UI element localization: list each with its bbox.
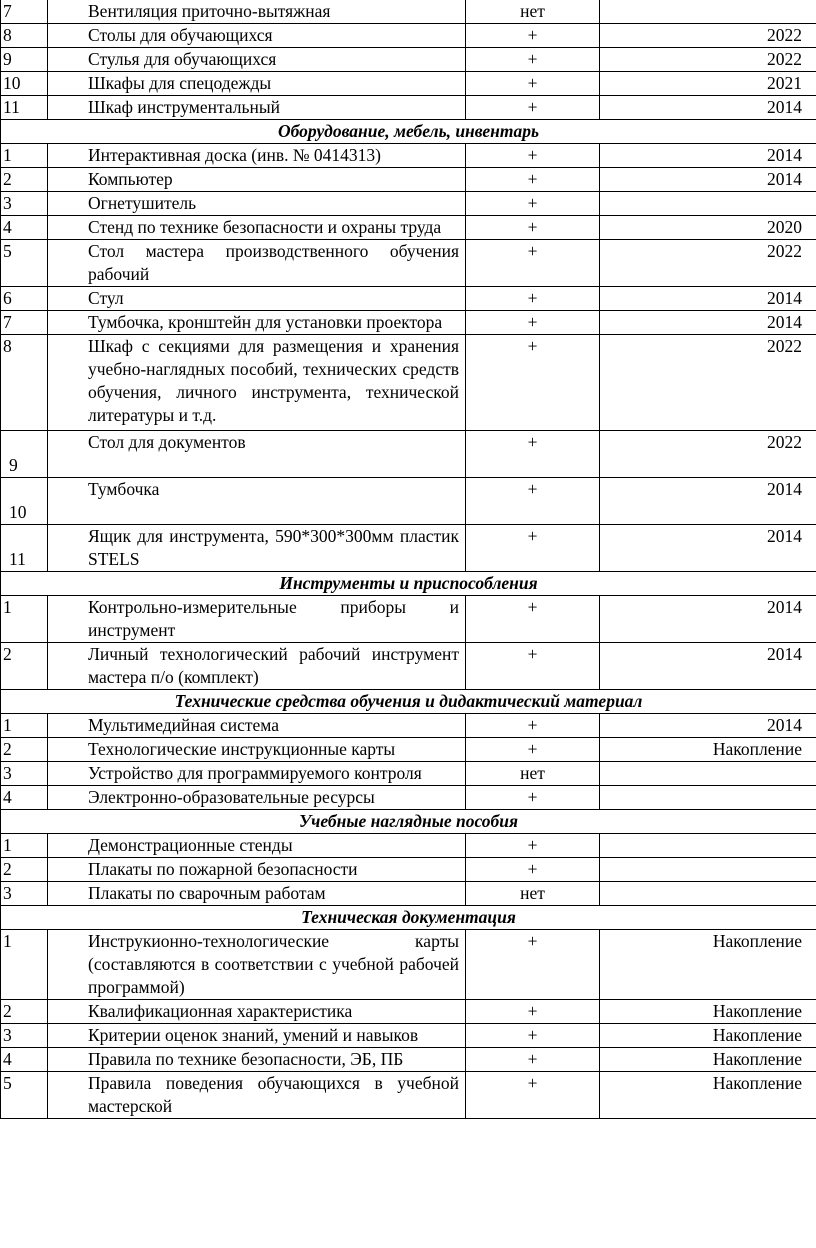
section-header xyxy=(1,690,816,714)
table-row xyxy=(1,240,816,287)
section-title: Техническая документация xyxy=(1,906,816,930)
table-row xyxy=(1,0,816,24)
row-number: 10 xyxy=(1,478,48,525)
year-value xyxy=(600,786,816,810)
year-value: Накопление xyxy=(600,1072,816,1119)
item-name: Квалификационная характеристика xyxy=(48,1000,466,1024)
year-value: 2022 xyxy=(600,431,816,478)
table-row xyxy=(1,643,816,690)
row-number: 2 xyxy=(1,643,48,690)
row-number: 7 xyxy=(1,0,48,24)
row-number: 8 xyxy=(1,335,48,431)
row-number: 10 xyxy=(1,72,48,96)
row-number: 5 xyxy=(1,1072,48,1119)
table-row xyxy=(1,714,816,738)
year-value: 2014 xyxy=(600,287,816,311)
item-name: Ящик для инструмента, 590*300*300мм пластик STELS xyxy=(48,525,466,572)
row-number: 4 xyxy=(1,216,48,240)
item-name: Правила по технике безопасности, ЭБ, ПБ xyxy=(48,1048,466,1072)
table-row xyxy=(1,858,816,882)
item-name: Вентиляция приточно-вытяжная xyxy=(48,0,466,24)
table-row xyxy=(1,311,816,335)
year-value: 2022 xyxy=(600,24,816,48)
row-number: 1 xyxy=(1,714,48,738)
year-value: 2022 xyxy=(600,240,816,287)
availability-mark: + xyxy=(466,168,600,192)
year-value: Накопление xyxy=(600,930,816,1000)
year-value: 2014 xyxy=(600,525,816,572)
availability-mark: + xyxy=(466,1024,600,1048)
year-value: 2014 xyxy=(600,144,816,168)
item-name: Стенд по технике безопасности и охраны труда xyxy=(48,216,466,240)
row-number: 2 xyxy=(1,1000,48,1024)
section-header xyxy=(1,810,816,834)
availability-mark: + xyxy=(466,858,600,882)
year-value: 2014 xyxy=(600,311,816,335)
row-number: 1 xyxy=(1,834,48,858)
availability-mark: + xyxy=(466,48,600,72)
item-name: Технологические инструкционные карты xyxy=(48,738,466,762)
availability-mark: + xyxy=(466,72,600,96)
item-name: Электронно-образовательные ресурсы xyxy=(48,786,466,810)
availability-mark: + xyxy=(466,643,600,690)
table-row xyxy=(1,1024,816,1048)
item-name: Критерии оценок знаний, умений и навыков xyxy=(48,1024,466,1048)
availability-mark: + xyxy=(466,431,600,478)
availability-mark: + xyxy=(466,144,600,168)
year-value xyxy=(600,858,816,882)
table-row xyxy=(1,216,816,240)
item-name: Правила поведения обучающихся в учебной мастерской xyxy=(48,1072,466,1119)
availability-mark: + xyxy=(466,24,600,48)
table-row xyxy=(1,287,816,311)
availability-mark: нет xyxy=(466,0,600,24)
year-value: 2014 xyxy=(600,96,816,120)
table-row xyxy=(1,930,816,1000)
item-name: Компьютер xyxy=(48,168,466,192)
table-row xyxy=(1,882,816,906)
availability-mark: + xyxy=(466,1072,600,1119)
item-name: Устройство для программируемого контроля xyxy=(48,762,466,786)
row-number: 8 xyxy=(1,24,48,48)
item-name: Шкаф инструментальный xyxy=(48,96,466,120)
availability-mark: + xyxy=(466,1048,600,1072)
year-value: 2014 xyxy=(600,643,816,690)
row-number: 5 xyxy=(1,240,48,287)
availability-mark: + xyxy=(466,1000,600,1024)
availability-mark: + xyxy=(466,930,600,1000)
year-value: Накопление xyxy=(600,738,816,762)
availability-mark: + xyxy=(466,192,600,216)
year-value: 2014 xyxy=(600,478,816,525)
item-name: Личный технологический рабочий инструмент мастера п/о (комплект) xyxy=(48,643,466,690)
year-value: 2014 xyxy=(600,168,816,192)
item-name: Инструкионно-технологические карты (составляются в соответствии с учебной рабочей программой) xyxy=(48,930,466,1000)
row-number: 4 xyxy=(1,786,48,810)
item-name: Интерактивная доска (инв. № 0414313) xyxy=(48,144,466,168)
availability-mark: + xyxy=(466,335,600,431)
year-value: Накопление xyxy=(600,1048,816,1072)
availability-mark: + xyxy=(466,96,600,120)
item-name: Стул xyxy=(48,287,466,311)
table-row xyxy=(1,168,816,192)
item-name: Тумбочка xyxy=(48,478,466,525)
row-number: 3 xyxy=(1,762,48,786)
section-title: Учебные наглядные пособия xyxy=(1,810,816,834)
table-row xyxy=(1,786,816,810)
row-number: 11 xyxy=(1,525,48,572)
row-number: 1 xyxy=(1,144,48,168)
year-value: 2014 xyxy=(600,596,816,643)
item-name: Демонстрационные стенды xyxy=(48,834,466,858)
row-number: 7 xyxy=(1,311,48,335)
table-row xyxy=(1,192,816,216)
table-row xyxy=(1,478,816,525)
item-name: Мультимедийная система xyxy=(48,714,466,738)
table-row xyxy=(1,1072,816,1119)
table-row xyxy=(1,72,816,96)
year-value xyxy=(600,0,816,24)
table-row xyxy=(1,335,816,431)
item-name: Тумбочка, кронштейн для установки проектора xyxy=(48,311,466,335)
availability-mark: нет xyxy=(466,882,600,906)
availability-mark: + xyxy=(466,311,600,335)
item-name: Шкаф с секциями для размещения и хранения учебно-наглядных пособий, технических средств обучения, личного инструмента, технической литературы и т.д. xyxy=(48,335,466,431)
year-value: Накопление xyxy=(600,1000,816,1024)
availability-mark: + xyxy=(466,525,600,572)
row-number: 1 xyxy=(1,930,48,1000)
item-name: Столы для обучающихся xyxy=(48,24,466,48)
row-number: 3 xyxy=(1,882,48,906)
item-name: Плакаты по сварочным работам xyxy=(48,882,466,906)
availability-mark: + xyxy=(466,216,600,240)
availability-mark: + xyxy=(466,478,600,525)
item-name: Плакаты по пожарной безопасности xyxy=(48,858,466,882)
row-number: 3 xyxy=(1,1024,48,1048)
table-row xyxy=(1,48,816,72)
availability-mark: + xyxy=(466,786,600,810)
row-number: 3 xyxy=(1,192,48,216)
table-row xyxy=(1,1048,816,1072)
table-row xyxy=(1,431,816,478)
year-value xyxy=(600,834,816,858)
year-value xyxy=(600,192,816,216)
item-name: Огнетушитель xyxy=(48,192,466,216)
table-row xyxy=(1,144,816,168)
row-number: 6 xyxy=(1,287,48,311)
row-number: 2 xyxy=(1,738,48,762)
item-name: Стулья для обучающихся xyxy=(48,48,466,72)
section-title: Оборудование, мебель, инвентарь xyxy=(1,120,816,144)
availability-mark: + xyxy=(466,738,600,762)
year-value: 2021 xyxy=(600,72,816,96)
year-value xyxy=(600,882,816,906)
row-number: 9 xyxy=(1,48,48,72)
row-number: 2 xyxy=(1,858,48,882)
availability-mark: нет xyxy=(466,762,600,786)
table-row xyxy=(1,762,816,786)
table-row xyxy=(1,96,816,120)
year-value: 2022 xyxy=(600,48,816,72)
year-value: 2022 xyxy=(600,335,816,431)
availability-mark: + xyxy=(466,714,600,738)
table-row xyxy=(1,24,816,48)
table-row xyxy=(1,596,816,643)
row-number: 1 xyxy=(1,596,48,643)
row-number: 2 xyxy=(1,168,48,192)
row-number: 4 xyxy=(1,1048,48,1072)
table-row xyxy=(1,1000,816,1024)
availability-mark: + xyxy=(466,596,600,643)
section-header xyxy=(1,120,816,144)
item-name: Шкафы для спецодежды xyxy=(48,72,466,96)
availability-mark: + xyxy=(466,834,600,858)
table-row xyxy=(1,525,816,572)
section-header xyxy=(1,906,816,930)
table-row xyxy=(1,834,816,858)
availability-mark: + xyxy=(466,287,600,311)
item-name: Контрольно-измерительные приборы и инструмент xyxy=(48,596,466,643)
year-value: 2020 xyxy=(600,216,816,240)
row-number: 9 xyxy=(1,431,48,478)
section-title: Технические средства обучения и дидактический материал xyxy=(1,690,816,714)
table-row xyxy=(1,738,816,762)
year-value: Накопление xyxy=(600,1024,816,1048)
item-name: Стол мастера производственного обучения рабочий xyxy=(48,240,466,287)
availability-mark: + xyxy=(466,240,600,287)
section-title: Инструменты и приспособления xyxy=(1,572,816,596)
section-header xyxy=(1,572,816,596)
year-value: 2014 xyxy=(600,714,816,738)
item-name: Стол для документов xyxy=(48,431,466,478)
row-number: 11 xyxy=(1,96,48,120)
year-value xyxy=(600,762,816,786)
